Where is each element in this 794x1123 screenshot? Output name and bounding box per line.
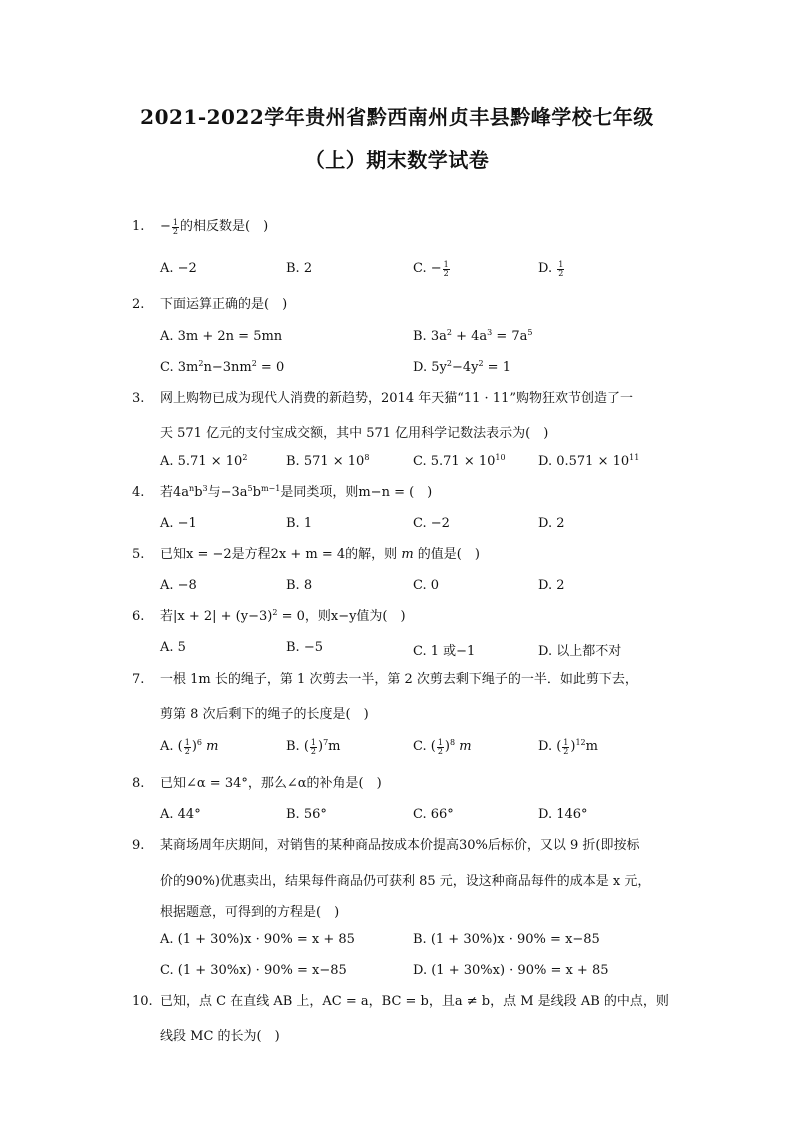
option-a: A. −1 (160, 516, 197, 531)
option-c: C. 0 (413, 578, 440, 593)
option-b: B. ( $\frac{1}{2}$ )$^7$m (286, 738, 341, 756)
option-c: C. 66° (413, 807, 454, 822)
option-d: D. $0.571 \times 10^{11}$ (538, 453, 640, 469)
option-a: A. 5 (160, 640, 186, 655)
question-number: 9. (132, 838, 145, 853)
option-d: D. 2 (538, 578, 565, 593)
question-stem: 若$|x + 2| + (y-3)^2 = 0$，则x−y值为( ) (160, 608, 406, 624)
option-b: B. $571 \times 10^8$ (286, 453, 370, 469)
question-stem-line1: 网上购物已成为现代人消费的新趋势，2014 年天猫“11 · 11”购物狂欢节创造了一 (160, 391, 633, 406)
question-stem-line3: 根据题意，可得到的方程是( ) (160, 905, 340, 920)
option-d: D. ( $\frac{1}{2}$ )$^{12}$m (538, 738, 598, 756)
question-number: 10. (132, 994, 153, 1009)
question-number: 3. (132, 391, 145, 406)
option-a: A. −8 (160, 578, 197, 593)
question-stem-line1: 已知，点 C 在直线 AB 上，AC = a，BC = b，且a ≠ b，点 M 是线段 AB 的中点，则 (160, 994, 669, 1009)
question-number: 4. (132, 485, 145, 500)
question-number: 2. (132, 297, 145, 312)
option-a: A. (1 + 30%)x · 90% = x + 85 (160, 932, 355, 947)
option-a: A. −2 (160, 261, 197, 276)
option-c: C. (1 + 30%x) · 90% = x−85 (160, 963, 347, 978)
option-c: C. $3m^2n-3nm^2 = 0$ (160, 359, 285, 375)
question-stem-line2: 天 571 亿元的支付宝成交额，其中 571 亿用科学记数法表示为( ) (160, 426, 549, 441)
question-number: 5. (132, 547, 145, 562)
option-a: A. ( $\frac{1}{2}$ )$^6$ m (160, 738, 219, 756)
option-c: C. ( $\frac{1}{2}$ )$^8$ m (413, 738, 472, 756)
option-d: D. $\frac{1}{2}$ (538, 260, 564, 278)
page-title-line2: （上）期末数学试卷 (304, 148, 490, 172)
page-title-line1: 2021-2022学年贵州省黔西南州贞丰县黔峰学校七年级 (140, 105, 654, 129)
option-a: A. 3m + 2n = 5mn (160, 329, 283, 344)
option-b: B. 1 (286, 516, 313, 531)
option-c: C. − $\frac{1}{2}$ (413, 260, 449, 278)
option-d: D. (1 + 30%x) · 90% = x + 85 (413, 963, 609, 978)
option-b: B. −5 (286, 640, 323, 655)
question-number: 6. (132, 609, 145, 624)
question-number: 8. (132, 776, 145, 791)
option-c: C. 1 或−1 (413, 644, 476, 659)
option-d: D. 146° (538, 807, 588, 822)
option-c: C. $5.71 \times 10^{10}$ (413, 453, 506, 469)
question-stem-line1: 某商场周年庆期间，对销售的某种商品按成本价提高30%后标价，又以 9 折(即按标 (160, 838, 640, 853)
question-stem: − $\frac{1}{2}$ 的相反数是( ) (160, 218, 269, 236)
question-number: 7. (132, 672, 145, 687)
fraction-one-half: $\frac{1}{2}$ (172, 218, 178, 236)
question-stem-line1: 一根 1m 长的绳子，第 1 次剪去一半，第 2 次剪去剩下绳子的一半．如此剪下去， (160, 672, 638, 687)
option-a: A. 44° (160, 807, 201, 822)
question-stem-line2: 线段 MC 的长为( ) (160, 1029, 280, 1044)
option-b: B. (1 + 30%)x · 90% = x−85 (413, 932, 600, 947)
question-stem-line2: 价的90%)优惠卖出，结果每件商品仍可获利 85 元，设这种商品每件的成本是 x 元， (160, 874, 651, 889)
question-stem: 已知x = −2是方程2x + m = 4的解，则 m 的值是( ) (160, 547, 480, 562)
option-a: A. $5.71 \times 10^2$ (160, 453, 248, 469)
question-number: 1. (132, 219, 145, 234)
question-stem: 下面运算正确的是( ) (160, 297, 288, 312)
option-d: D. 2 (538, 516, 565, 531)
question-stem-line2: 剪第 8 次后剩下的绳子的长度是( ) (160, 707, 369, 722)
question-stem: 若$4a^nb^3$与$-3a^5b^{m-1}$是同类项，则m−n = ( ) (160, 484, 433, 500)
option-d: D. 以上都不对 (538, 644, 622, 659)
option-b: B. 8 (286, 578, 313, 593)
question-stem: 已知∠α = 34°，那么∠α的补角是( ) (160, 776, 382, 791)
option-d: D. $5y^2-4y^2 = 1$ (413, 359, 511, 375)
option-b: B. 56° (286, 807, 327, 822)
option-b: B. $3a^2 + 4a^3 = 7a^5$ (413, 328, 533, 344)
option-b: B. 2 (286, 261, 313, 276)
option-c: C. −2 (413, 516, 450, 531)
